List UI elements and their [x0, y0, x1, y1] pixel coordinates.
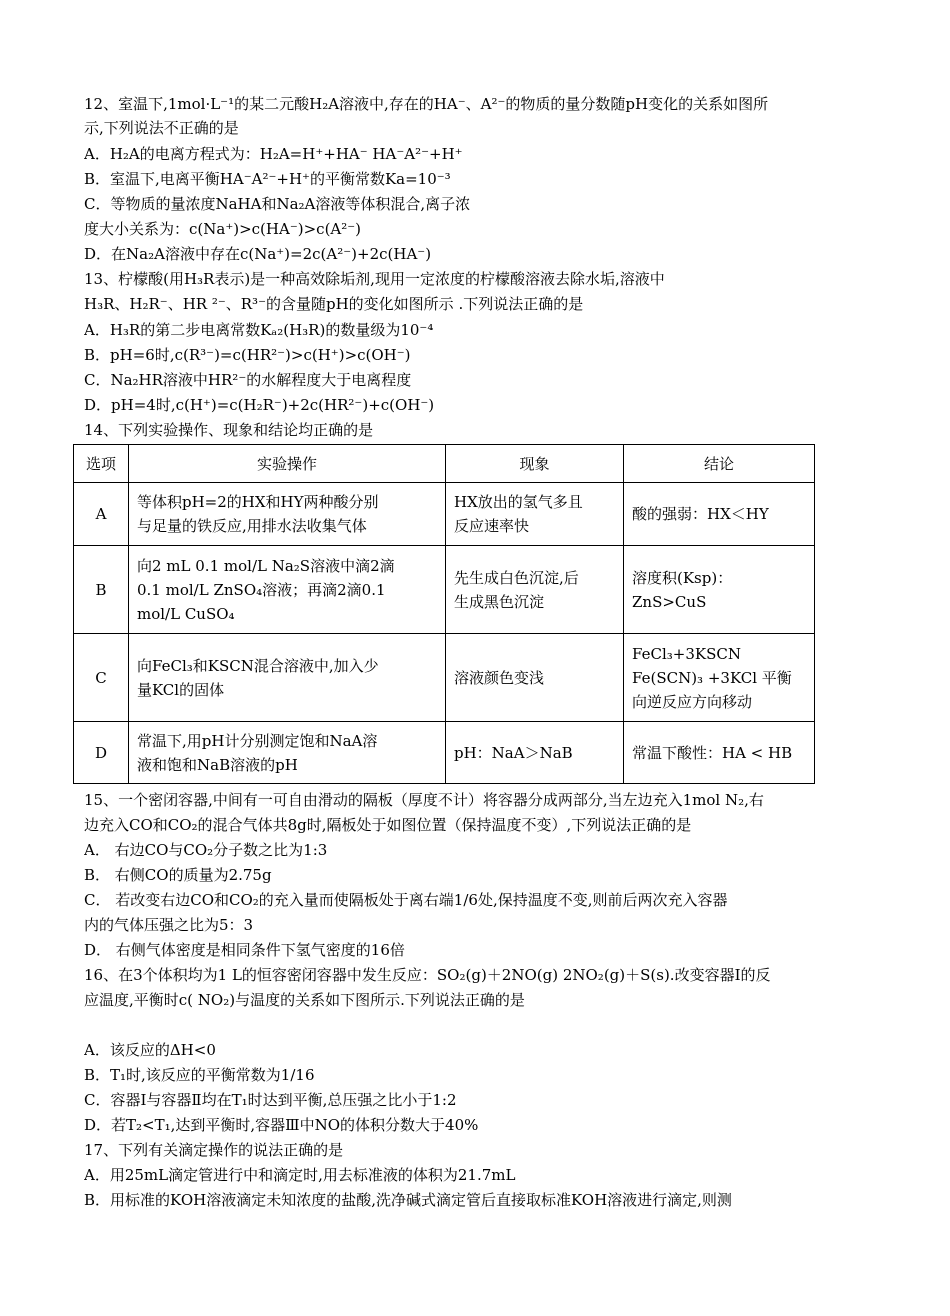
row-b-phenomenon: [446, 546, 624, 634]
q16-option-b: B．T₁时,该反应的平衡常数为1/16: [84, 1066, 315, 1084]
q15-option-c-cont: 内的气体压强之比为5：3: [84, 916, 254, 934]
q15-stem: 15、一个密闭容器,中间有一可自由滑动的隔板（厚度不计）将容器分成两部分,当左边充入1mol N₂,右: [84, 791, 764, 809]
q12-option-b: B．室温下,电离平衡HA⁻A²⁻+H⁺的平衡常数Ka=10⁻³: [84, 170, 451, 188]
table-row: [74, 483, 815, 546]
q13-option-c: C．Na₂HR溶液中HR²⁻的水解程度大于电离程度: [84, 371, 412, 389]
q16-option-d: D．若T₂<T₁,达到平衡时,容器Ⅲ中NO的体积分数大于40%: [84, 1116, 479, 1134]
q15-option-d: D． 右侧气体密度是相同条件下氢气密度的16倍: [84, 941, 405, 959]
row-c-operation-line: 向FeCl₃和KSCN混合溶液中,加入少: [137, 656, 379, 675]
header-option: 选项: [74, 445, 129, 483]
header-operation: 实验操作: [129, 445, 446, 483]
row-b-operation-line: 向2 mL 0.1 mol/L Na₂S溶液中滴2滴: [137, 556, 395, 575]
row-a-conclusion-line: 酸的强弱：HX＜HY: [632, 505, 769, 523]
table-row: [74, 722, 815, 784]
q15-option-b: B． 右侧CO的质量为2.75g: [84, 866, 272, 884]
row-a-phenomenon-line: 反应速率快: [454, 517, 530, 535]
q12-stem: 12、室温下,1mol·L⁻¹的某二元酸H₂A溶液中,存在的HA⁻、A²⁻的物质的量分数随pH变化的关系如图所: [84, 95, 769, 113]
row-a-conclusion: [624, 483, 815, 546]
row-d-phenomenon: [446, 722, 624, 784]
q16-option-a: A．该反应的ΔH<0: [84, 1041, 216, 1059]
row-a-operation: [129, 483, 446, 546]
q12-option-c-cont: 度大小关系为：c(Na⁺)>c(HA⁻)>c(A²⁻): [84, 220, 362, 238]
q12-option-a: A．H₂A的电离方程式为：H₂A=H⁺+HA⁻ HA⁻A²⁻+H⁺: [84, 145, 463, 163]
header-conclusion: 结论: [624, 445, 815, 483]
row-b-phenomenon-line: 生成黑色沉淀: [454, 592, 545, 611]
row-d-conclusion-line: 常温下酸性：HA < HB: [632, 743, 793, 762]
q16-option-c: C．容器Ⅰ与容器Ⅱ均在T₁时达到平衡,总压强之比小于1:2: [84, 1091, 457, 1109]
table-row: [74, 634, 815, 722]
q12-option-d: D．在Na₂A溶液中存在c(Na⁺)=2c(A²⁻)+2c(HA⁻): [84, 245, 432, 263]
row-b-conclusion-line: ZnS>CuS: [632, 592, 707, 611]
row-b-operation-line: 0.1 mol/L ZnSO₄溶液；再滴2滴0.1: [137, 580, 386, 599]
q12-stem-cont: 示,下列说法不正确的是: [84, 119, 239, 137]
row-a-option: A: [74, 483, 129, 546]
row-b-operation-line: mol/L CuSO₄: [137, 604, 235, 623]
row-a-operation-line: 等体积pH=2的HX和HY两种酸分别: [137, 493, 379, 511]
q15-stem-cont: 边充入CO和CO₂的混合气体共8g时,隔板处于如图位置（保持温度不变）,下列说法正确的是: [84, 816, 692, 834]
row-b-phenomenon-line: 先生成白色沉淀,后: [454, 568, 579, 587]
q13-option-d: D．pH=4时,c(H⁺)=c(H₂R⁻)+2c(HR²⁻)+c(OH⁻): [84, 396, 435, 414]
row-d-operation: [129, 722, 446, 784]
row-d-operation-line: 液和饱和NaB溶液的pH: [137, 755, 298, 774]
q13-stem-cont: H₃R、H₂R⁻、HR ²⁻、R³⁻的含量随pH的变化如图所示 .下列说法正确的是: [84, 295, 584, 313]
row-a-phenomenon-line: HX放出的氢气多且: [454, 493, 583, 511]
row-d-phenomenon-line: pH：NaA＞NaB: [454, 743, 573, 762]
q16-stem: 16、在3个体积均为1 L的恒容密闭容器中发生反应：SO₂(g)＋2NO(g) 2NO₂(g)＋S(s).改变容器I的反: [84, 966, 771, 984]
row-c-conclusion-line: FeCl₃+3KSCN: [632, 644, 741, 663]
q15-option-c: C． 若改变右边CO和CO₂的充入量而使隔板处于离右端1/6处,保持温度不变,则前后两次充入容器: [84, 891, 728, 909]
row-a-phenomenon: [446, 483, 624, 546]
row-c-operation: [129, 634, 446, 722]
header-phenomenon: 现象: [446, 445, 624, 483]
row-c-phenomenon: [446, 634, 624, 722]
row-c-operation-line: 量KCl的固体: [137, 680, 225, 699]
q17-option-b: B．用标准的KOH溶液滴定未知浓度的盐酸,洗净碱式滴定管后直接取标准KOH溶液进行滴定,则测: [84, 1191, 732, 1209]
q12-option-c: C．等物质的量浓度NaHA和Na₂A溶液等体积混合,离子浓: [84, 195, 471, 213]
row-b-conclusion-line: 溶度积(Ksp)：: [632, 568, 733, 587]
q17-option-a: A．用25mL滴定管进行中和滴定时,用去标准液的体积为21.7mL: [84, 1166, 516, 1184]
row-b-conclusion: [624, 546, 815, 634]
row-d-conclusion: [624, 722, 815, 784]
q16-stem-cont: 应温度,平衡时c( NO₂)与温度的关系如下图所示.下列说法正确的是: [84, 991, 525, 1009]
q14-stem: 14、下列实验操作、现象和结论均正确的是: [84, 421, 374, 439]
q15-option-a: A． 右边CO与CO₂分子数之比为1:3: [84, 841, 328, 859]
row-a-operation-line: 与足量的铁反应,用排水法收集气体: [137, 517, 367, 535]
row-c-option: C: [74, 634, 129, 722]
q13-option-b: B．pH=6时,c(R³⁻)=c(HR²⁻)>c(H⁺)>c(OH⁻): [84, 346, 411, 364]
row-c-conclusion-line: 向逆反应方向移动: [632, 692, 753, 711]
q13-option-a: A．H₃R的第二步电离常数Kₐ₂(H₃R)的数量级为10⁻⁴: [84, 321, 434, 339]
row-b-option: B: [74, 546, 129, 634]
row-d-operation-line: 常温下,用pH计分别测定饱和NaA溶: [137, 731, 378, 750]
row-b-operation: [129, 546, 446, 634]
q17-stem: 17、下列有关滴定操作的说法正确的是: [84, 1141, 344, 1159]
table-header-row: [74, 445, 815, 483]
row-c-conclusion-line: Fe(SCN)₃ +3KCl 平衡: [632, 668, 792, 687]
q13-stem: 13、柠檬酸(用H₃R表示)是一种高效除垢剂,现用一定浓度的柠檬酸溶液去除水垢,溶液中: [84, 270, 665, 288]
row-c-phenomenon-line: 溶液颜色变浅: [454, 668, 545, 687]
row-d-option: D: [74, 722, 129, 784]
table-row: [74, 546, 815, 634]
experiment-table: [73, 444, 815, 784]
row-c-conclusion: [624, 634, 815, 722]
